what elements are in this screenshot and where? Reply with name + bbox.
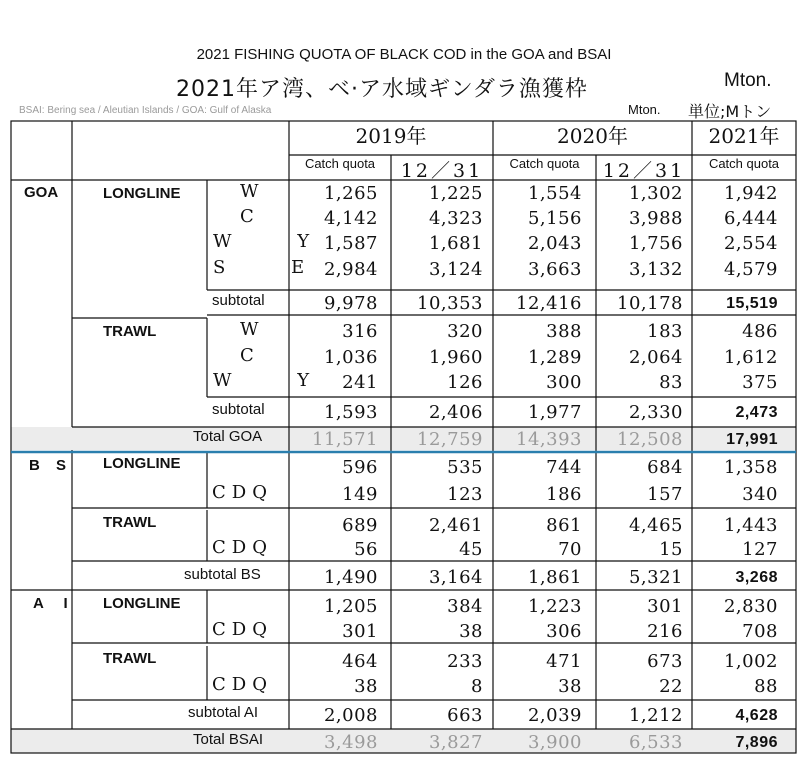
table-cell: 1,612 [723,347,778,368]
table-cell: 1,861 [527,567,582,588]
table-cell: 10,353 [417,293,483,314]
header-year-2020: 2020年 [557,124,628,148]
header-date-2019: 12／31 [400,160,484,182]
header-catch-quota-2021: Catch quota [708,156,780,171]
region-bs: B S [29,457,73,474]
table-cell: 1,205 [323,596,378,617]
table-cell: 2,984 [323,259,378,280]
table-cell: 4,142 [323,208,378,229]
table-cell: 2,830 [723,596,778,617]
table-cell: 2,406 [428,402,483,423]
table-cell: 320 [447,321,483,342]
gear-bs-longline: LONGLINE [103,455,181,472]
table-cell: 1,554 [527,183,582,204]
table-cell: 1,756 [628,233,683,254]
table-cell: 1,942 [723,183,778,204]
subarea-trawl-wy: W Y [213,370,340,391]
subarea-bs-longline-cdq: CDQ [212,482,273,503]
table-cell: 3,827 [428,732,483,753]
unit-label-small: Mton. [628,102,661,117]
unit-label: Mton. [724,70,772,91]
label-subtotal-bs: subtotal BS [184,566,261,583]
table-cell: 375 [742,372,778,393]
table-cell: 83 [659,372,683,393]
table-cell: 2,554 [723,233,778,254]
table-cell: 388 [546,321,582,342]
table-cell: 126 [447,372,483,393]
table-cell: 3,498 [323,732,378,753]
table-cell: 3,988 [628,208,683,229]
table-cell: 689 [342,515,378,536]
table-cell: 10,178 [617,293,683,314]
gear-goa-trawl: TRAWL [103,323,157,340]
title-japanese: 2021年ア湾、ベ·ア水域ギンダラ漁獲枠 [176,77,588,102]
table-cell: 1,960 [428,347,483,368]
table-cell: 4,465 [628,515,683,536]
table-cell: 3,164 [428,567,483,588]
table-cell: 15,519 [726,295,778,312]
table-cell: 1,289 [527,347,582,368]
table-cell: 3,268 [735,569,778,586]
table-cell: 1,358 [723,457,778,478]
table-cell: 186 [546,484,582,505]
table-cell: 1,002 [723,651,778,672]
table-cell: 464 [342,651,378,672]
table-cell: 8 [471,676,483,697]
table-cell: 2,043 [527,233,582,254]
table-cell: 861 [546,515,582,536]
table-cell: 157 [647,484,683,505]
table-cell: 708 [742,621,778,642]
header-catch-quota-2019: Catch quota [304,156,376,171]
table-cell: 2,461 [428,515,483,536]
table-cell: 471 [546,651,582,672]
label-subtotal-ai: subtotal AI [188,704,259,721]
subarea-bs-trawl-cdq: CDQ [212,537,273,558]
table-cell: 183 [647,321,683,342]
gear-ai-longline: LONGLINE [103,595,181,612]
table-cell: 4,628 [735,707,778,724]
table-cell: 3,900 [527,732,582,753]
label-total-goa: Total GOA [193,428,263,445]
subarea-w: W [240,181,259,202]
header-date-2020: 12／31 [602,160,686,182]
subarea-c: C [240,206,254,227]
table-cell: 1,443 [723,515,778,536]
table-cell: 3,132 [628,259,683,280]
table-cell: 4,323 [428,208,483,229]
header-catch-quota-2020: Catch quota [509,156,580,171]
table-cell: 22 [659,676,683,697]
table-cell: 2,008 [323,705,378,726]
table-cell: 340 [742,484,778,505]
table-cell: 486 [742,321,778,342]
table-cell: 2,330 [628,402,683,423]
label-total-bsai: Total BSAI [193,731,264,748]
table-cell: 4,579 [723,259,778,280]
table-cell: 301 [342,621,378,642]
table-cell: 1,225 [428,183,483,204]
table-cell: 1,223 [527,596,582,617]
subarea-trawl-c: C [240,345,254,366]
table-cell: 2,039 [527,705,582,726]
table-cell: 384 [447,596,483,617]
table-cell: 301 [647,596,683,617]
table-cell: 684 [647,457,683,478]
subarea-ai-trawl-cdq: CDQ [212,674,273,695]
table-cell: 1,265 [323,183,378,204]
table-cell: 1,593 [323,402,378,423]
table-cell: 1,490 [323,567,378,588]
table-cell: 744 [546,457,582,478]
table-cell: 70 [558,539,582,560]
gear-ai-trawl: TRAWL [103,650,157,667]
table-cell: 241 [342,372,378,393]
table-cell: 3,663 [527,259,582,280]
table-cell: 1,587 [323,233,378,254]
gear-bs-trawl: TRAWL [103,514,157,531]
table-cell: 12,416 [516,293,582,314]
table-cell: 9,978 [323,293,378,314]
table-cell: 1,977 [527,402,582,423]
table-cell: 6,444 [723,208,778,229]
table-cell: 17,991 [726,431,778,448]
table-cell: 6,533 [628,732,683,753]
table-cell: 535 [447,457,483,478]
label-subtotal-goa-longline: subtotal [212,292,265,309]
table-cell: 38 [558,676,582,697]
table-cell: 88 [754,676,778,697]
table-cell: 2,473 [735,404,778,421]
table-cell: 1,681 [428,233,483,254]
table-cell: 2,064 [628,347,683,368]
table-cell: 149 [342,484,378,505]
table-cell: 673 [647,651,683,672]
table-cell: 663 [447,705,483,726]
table-cell: 300 [546,372,582,393]
table-cell: 3,124 [428,259,483,280]
label-subtotal-goa-trawl: subtotal [212,401,265,418]
subarea-ai-longline-cdq: CDQ [212,619,273,640]
region-goa: GOA [24,184,59,201]
table-cell: 56 [354,539,378,560]
table-cell: 316 [342,321,378,342]
table-cell: 1,302 [628,183,683,204]
table-cell: 596 [342,457,378,478]
table-cell: 12,508 [617,429,683,450]
table-cell: 5,321 [628,567,683,588]
subarea-trawl-w: W [240,319,259,340]
table-cell: 38 [354,676,378,697]
subarea-wy: W Y [213,231,340,252]
table-cell: 123 [447,484,483,505]
table-cell: 14,393 [516,429,582,450]
table-cell: 12,759 [417,429,483,450]
table-cell: 45 [459,539,483,560]
table-cell: 15 [659,539,683,560]
table-cell: 127 [742,539,778,560]
unit-label-japanese: 単位;Mトン [688,102,772,121]
table-cell: 11,571 [312,429,378,450]
table-cell: 306 [546,621,582,642]
header-year-2021: 2021年 [708,124,780,148]
table-cell: 216 [647,621,683,642]
table-cell: 7,896 [735,734,778,751]
title-english: 2021 FISHING QUOTA OF BLACK COD in the GOA and BSAI [196,46,612,63]
table-cell: 1,036 [323,347,378,368]
gear-goa-longline: LONGLINE [103,185,181,202]
header-year-2019: 2019年 [355,124,427,148]
region-ai: A I [33,595,76,612]
table-cell: 1,212 [628,705,683,726]
table-cell: 38 [459,621,483,642]
table-cell: 233 [447,651,483,672]
source-note: BSAI: Bering sea / Aleutian Islands / GOA: Gulf of Alaska [19,105,272,116]
table-cell: 5,156 [527,208,582,229]
subarea-se: S E [213,257,335,278]
